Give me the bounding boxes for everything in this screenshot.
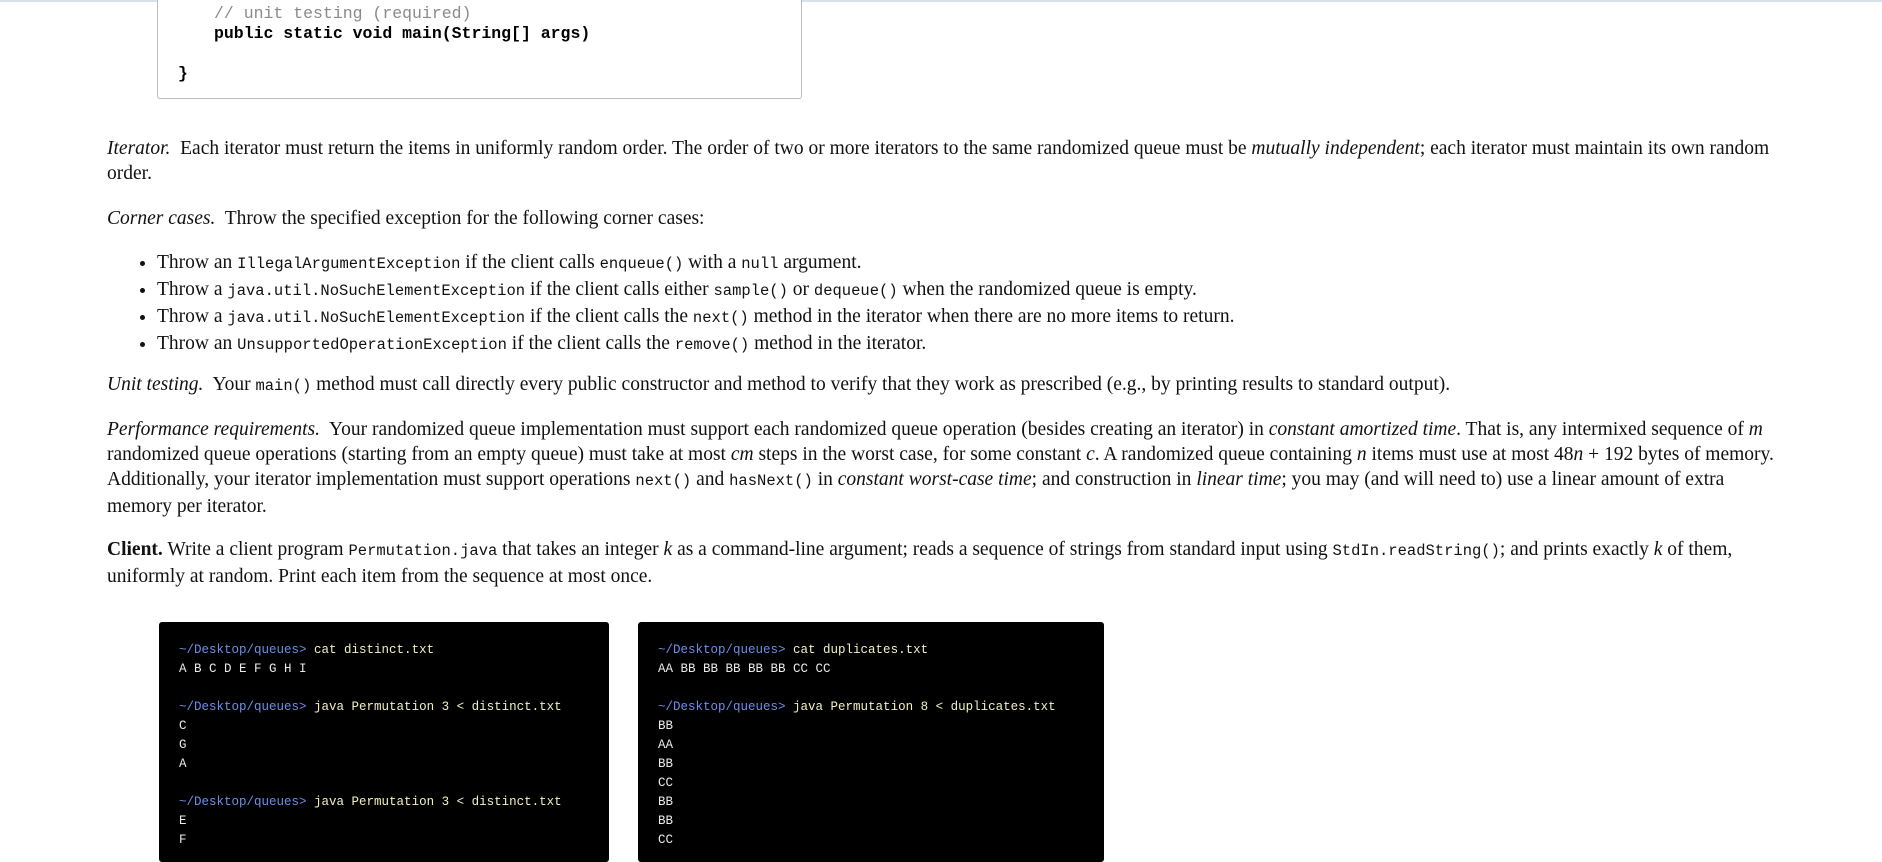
terminal-output: BB bbox=[658, 814, 674, 828]
terminal-output: CC bbox=[658, 776, 674, 790]
terminal-output: F bbox=[179, 833, 187, 847]
terminal-output: A bbox=[179, 757, 187, 771]
list-item: • Throw a java.util.NoSuchElementException if the client calls the next() method in the iterator when there are no more items to return. bbox=[157, 304, 1757, 331]
performance-paragraph: Performance requirements. Your randomized queue implementation must support each randomized queue operation (besides creating an iterator) in constant amortized time. That is, any intermixed sequence of m randomized queue operations (starting from an empty queue) must take at most cm steps in the worst case, for some constant c. A randomized queue containing n items must use at most 48n + 192 bytes of memory. Additionally, your iterator implementation must support operations next() and hasNext() in constant worst-case time; and construction in linear time; you may (and will need to) use a linear amount of extra memory per iterator. bbox=[107, 419, 1774, 517]
iterator-text-2: ; each iterator must maintain its own random order. bbox=[107, 138, 1770, 184]
client-heading: Client. bbox=[107, 539, 163, 560]
terminal-duplicates bbox=[638, 622, 1104, 862]
corner-cases-paragraph bbox=[107, 206, 1789, 231]
terminal-output: BB bbox=[658, 795, 674, 809]
corner-cases-text: Throw the specified exception for the following corner cases: bbox=[224, 208, 705, 229]
unit-testing-paragraph: Unit testing. Your main() method must call directly every public constructor and method to verify that they work as prescribed (e.g., by printing results to standard output). bbox=[107, 374, 1451, 395]
unit-testing-heading: Unit testing. bbox=[107, 374, 204, 395]
terminal-output: CC bbox=[658, 833, 674, 847]
corner-cases-list bbox=[107, 250, 1757, 358]
client-paragraph: Client. Write a client program Permutation.java that takes an integer k as a command-line argument; reads a sequence of strings from standard input using StdIn.readString(); and prints exactly k of them, uniformly at random. Print each item from the sequence at most once. bbox=[107, 539, 1733, 587]
terminal-output: G bbox=[179, 738, 187, 752]
corner-cases-heading: Corner cases. bbox=[107, 208, 216, 229]
terminal-line: ~/Desktop/queues> cat distinct.txt bbox=[179, 643, 435, 657]
iterator-paragraph bbox=[107, 136, 1789, 186]
iterator-text-1: Each iterator must return the items in uniformly random order. The order of two or more iterators to the same randomized queue must be bbox=[180, 138, 1247, 159]
terminal-line: ~/Desktop/queues> java Permutation 8 < duplicates.txt bbox=[658, 700, 1056, 714]
terminal-line: ~/Desktop/queues> java Permutation 3 < distinct.txt bbox=[179, 795, 562, 809]
terminal-output: BB bbox=[658, 719, 674, 733]
terminal-output: BB bbox=[658, 757, 674, 771]
terminal-output: AA bbox=[658, 738, 674, 752]
code-closing-brace: } bbox=[178, 64, 188, 83]
performance-heading: Performance requirements. bbox=[107, 419, 321, 440]
terminal-output: C bbox=[179, 719, 187, 733]
iterator-emphasis: mutually independent bbox=[1251, 138, 1420, 159]
terminal-output: AA BB BB BB BB BB CC CC bbox=[658, 662, 831, 676]
terminal-output: A B C D E F G H I bbox=[179, 662, 307, 676]
list-item: • Throw an IllegalArgumentException if the client calls enqueue() with a null argument. bbox=[157, 250, 1757, 277]
iterator-heading: Iterator. bbox=[107, 138, 171, 159]
code-main-signature: public static void main(String[] args) bbox=[214, 24, 591, 43]
list-item: • Throw a java.util.NoSuchElementException if the client calls either sample() or dequeue() when the randomized queue is empty. bbox=[157, 277, 1757, 304]
terminal-line: ~/Desktop/queues> java Permutation 3 < distinct.txt bbox=[179, 700, 562, 714]
list-item: • Throw an UnsupportedOperationException if the client calls the remove() method in the iterator. bbox=[157, 331, 1757, 358]
terminal-output: E bbox=[179, 814, 187, 828]
code-comment: // unit testing (required) bbox=[214, 4, 472, 23]
code-listing bbox=[157, 0, 802, 99]
terminal-line: ~/Desktop/queues> cat duplicates.txt bbox=[658, 643, 929, 657]
terminal-distinct bbox=[159, 622, 609, 862]
